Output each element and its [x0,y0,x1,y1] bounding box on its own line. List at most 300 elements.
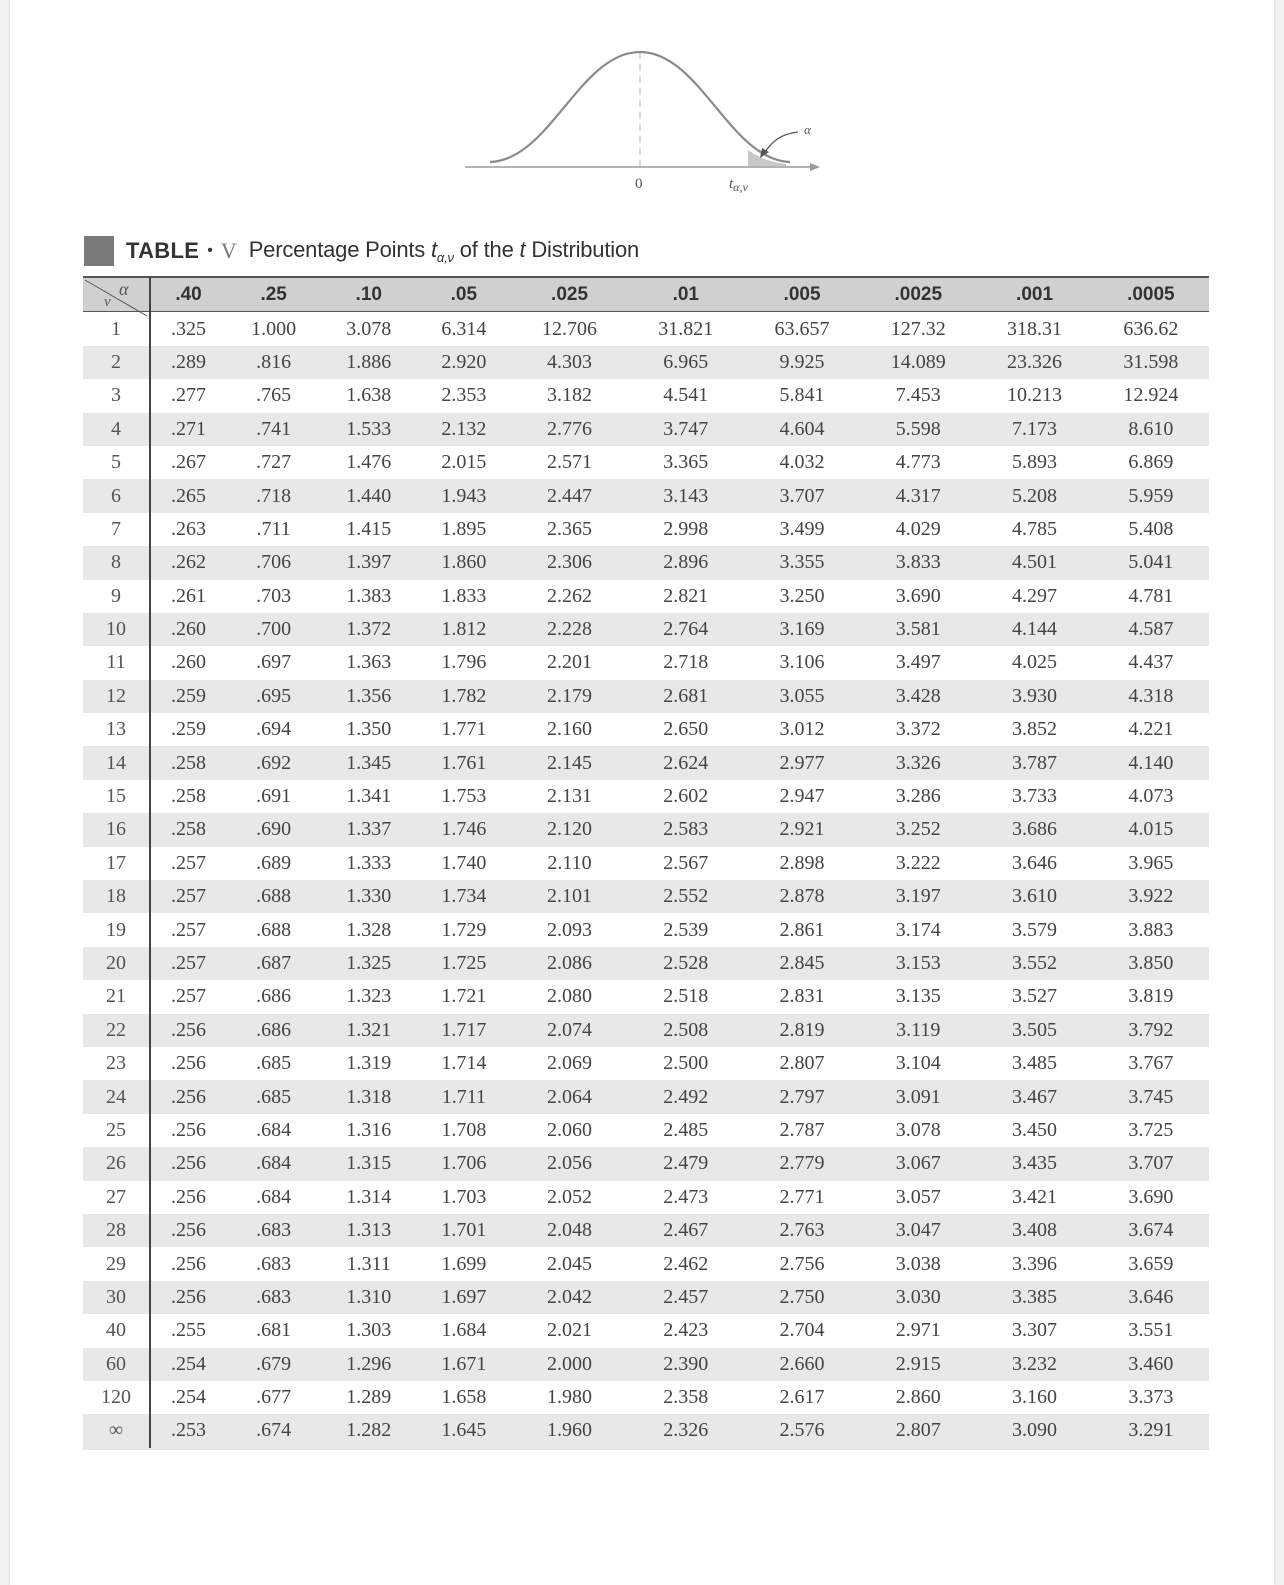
value-cell: .256 [150,1281,226,1314]
value-cell: 3.552 [976,947,1092,980]
value-cell: 4.140 [1093,746,1209,779]
value-cell: .683 [256,1252,292,1275]
value-cell: 2.681 [628,680,744,713]
value-cell: 3.160 [1012,1386,1058,1409]
table-row [83,479,1209,512]
x-axis-arrow [810,163,820,171]
value-cell: .690 [226,813,321,846]
table-row [83,713,1209,746]
value-cell: 8.610 [1093,413,1209,446]
value-cell: 3.030 [860,1281,976,1314]
value-cell: 1.658 [441,1386,487,1409]
value-cell: .256 [171,1118,207,1141]
value-cell: 2.056 [511,1147,627,1180]
value-cell: 2.462 [663,1252,709,1275]
value-cell: 1.311 [346,1252,391,1275]
table-row [83,1047,1209,1080]
column-header: .25 [226,277,321,312]
value-cell: 4.303 [511,346,627,379]
value-cell: 1.746 [416,813,511,846]
value-cell: 1.771 [441,718,487,741]
value-cell: 2.602 [663,785,709,808]
df-cell: 40 [83,1314,150,1347]
df-cell: 29 [83,1247,150,1280]
value-cell: 3.365 [663,451,709,474]
value-cell: 1.721 [441,985,487,1008]
value-cell: 2.160 [547,718,593,741]
value-cell: 2.920 [416,346,511,379]
value-cell: 3.460 [1093,1348,1209,1381]
value-cell: 3.497 [895,651,941,674]
value-cell: 2.064 [511,1080,627,1113]
value-cell: .256 [150,1014,226,1047]
value-cell: 3.372 [895,718,941,741]
value-cell: 4.144 [976,613,1092,646]
value-cell: 2.821 [663,584,709,607]
value-cell: 7.453 [895,384,941,407]
value-cell: 2.807 [779,1052,825,1075]
t-curve-diagram [460,30,840,210]
value-cell: .692 [226,746,321,779]
value-cell: .256 [150,1080,226,1113]
value-cell: 2.074 [511,1014,627,1047]
value-cell: 23.326 [976,346,1092,379]
value-cell: 3.435 [976,1147,1092,1180]
value-cell: 4.785 [1012,517,1058,540]
table-row [83,913,1209,946]
table-row [83,413,1209,446]
value-cell: .253 [150,1414,226,1448]
df-cell: 3 [83,379,150,412]
value-cell: 10.213 [1007,384,1063,407]
df-cell: 12 [83,680,150,713]
value-cell: .258 [150,813,226,846]
value-cell: 1.345 [321,746,416,779]
value-cell: 2.807 [860,1414,976,1448]
df-cell: 1 [83,312,150,346]
df-cell: 22 [83,1014,150,1047]
table-row [83,847,1209,880]
table-row [83,746,1209,779]
value-cell: .267 [171,451,207,474]
value-cell: 5.841 [779,384,825,407]
df-cell: 14 [83,746,150,779]
value-cell: .816 [226,346,321,379]
value-cell: .258 [171,785,207,808]
df-cell: 26 [83,1147,150,1180]
value-cell: 2.704 [779,1319,825,1342]
value-cell: 4.032 [779,451,825,474]
table-row [83,1114,1209,1147]
value-cell: 2.101 [511,880,627,913]
df-cell: 27 [83,1181,150,1214]
value-cell: 2.262 [547,584,593,607]
value-cell: 2.878 [744,880,860,913]
value-cell: 2.473 [663,1185,709,1208]
value-cell: 2.080 [547,985,593,1008]
value-cell: .718 [226,479,321,512]
t-distribution-table [83,276,1209,1450]
value-cell: 2.539 [663,918,709,941]
value-cell: 3.551 [1128,1319,1174,1342]
value-cell: 1.383 [346,584,392,607]
value-cell: 9.925 [744,346,860,379]
title-post: Distribution [525,237,640,262]
column-header: .05 [416,277,511,312]
value-cell: 127.32 [890,317,946,340]
title-mid: of the [453,237,520,262]
value-cell: 3.707 [1093,1147,1209,1180]
df-cell: 15 [83,780,150,813]
value-cell: .685 [226,1080,321,1113]
column-header: .005 [744,277,860,312]
value-cell: 2.921 [744,813,860,846]
table-row [83,346,1209,379]
value-cell: 1.350 [346,718,392,741]
value-cell: 1.303 [346,1319,392,1342]
value-cell: .256 [150,1214,226,1247]
value-cell: 4.073 [1128,785,1174,808]
value-cell: 2.132 [416,413,511,446]
value-cell: 3.106 [779,651,825,674]
value-cell: 2.069 [547,1052,593,1075]
value-cell: .683 [226,1214,321,1247]
value-cell: 4.587 [1093,613,1209,646]
value-cell: 2.998 [663,517,709,540]
value-cell: 3.850 [1093,947,1209,980]
value-cell: 4.317 [860,479,976,512]
value-cell: 2.898 [779,851,825,874]
table-row [83,1147,1209,1180]
value-cell: 2.423 [663,1319,709,1342]
table-row [83,980,1209,1013]
title-word: TABLE [126,238,200,263]
value-cell: 1.729 [441,918,487,941]
value-cell: 3.659 [1128,1252,1174,1275]
value-cell: 2.045 [547,1252,593,1275]
value-cell: 4.025 [1012,651,1058,674]
value-cell: 14.089 [860,346,976,379]
df-cell: 18 [83,880,150,913]
value-cell: 1.440 [321,479,416,512]
df-cell: 19 [83,913,150,946]
df-cell: 4 [83,413,150,446]
value-cell: 2.145 [511,746,627,779]
value-cell: 2.831 [779,985,825,1008]
value-cell: 1.321 [321,1014,416,1047]
value-cell: .265 [150,479,226,512]
value-cell: 2.567 [663,851,709,874]
value-cell: 4.501 [976,546,1092,579]
value-cell: .262 [150,546,226,579]
value-cell: 3.745 [1093,1080,1209,1113]
value-cell: 1.476 [346,451,392,474]
table-row [83,1247,1209,1280]
value-cell: .289 [150,346,226,379]
value-cell: 2.390 [628,1348,744,1381]
value-cell: .694 [256,718,292,741]
value-cell: 2.660 [744,1348,860,1381]
value-cell: 2.110 [547,851,592,874]
title-sub: α,ν [436,250,454,265]
value-cell: .684 [256,1185,292,1208]
title-bullet: • [207,242,213,259]
value-cell: 3.505 [976,1014,1092,1047]
value-cell: .765 [256,384,292,407]
value-cell: 3.707 [744,479,860,512]
value-cell: 1.703 [441,1185,487,1208]
value-cell: 1.980 [547,1386,593,1409]
value-cell: 1.697 [416,1281,511,1314]
value-cell: 3.307 [1012,1319,1058,1342]
df-cell: 21 [83,980,150,1013]
value-cell: 3.930 [976,680,1092,713]
value-cell: 2.571 [547,451,593,474]
table-row [83,1348,1209,1381]
value-cell: 4.297 [1012,584,1058,607]
value-cell: 3.355 [744,546,860,579]
value-cell: 318.31 [1007,317,1063,340]
value-cell: 3.252 [860,813,976,846]
value-cell: 2.015 [441,451,487,474]
value-cell: .684 [226,1147,321,1180]
value-cell: .258 [150,746,226,779]
df-cell: 20 [83,947,150,980]
page [10,0,1274,1585]
t-distribution-figure [460,30,840,210]
value-cell: 3.038 [895,1252,941,1275]
value-cell: 3.581 [860,613,976,646]
value-cell: 2.764 [628,613,744,646]
value-cell: 1.943 [416,479,511,512]
table-row [83,546,1209,579]
column-header: .0025 [860,277,976,312]
value-cell: .727 [256,451,292,474]
corner-header-cell [83,277,150,312]
value-cell: 2.447 [511,479,627,512]
value-cell: .683 [226,1281,321,1314]
value-cell: 12.706 [542,317,598,340]
value-cell: 2.947 [779,785,825,808]
value-cell: 2.552 [628,880,744,913]
table-row [83,1281,1209,1314]
value-cell: 1.415 [346,517,392,540]
value-cell: 1.315 [321,1147,416,1180]
value-cell: 3.646 [1093,1281,1209,1314]
value-cell: 1.734 [416,880,511,913]
value-cell: 3.467 [976,1080,1092,1113]
value-cell: 1.314 [346,1185,392,1208]
value-cell: 5.408 [1128,517,1174,540]
df-cell: 6 [83,479,150,512]
value-cell: 2.000 [511,1348,627,1381]
table-row [83,312,1209,346]
column-header: .10 [321,277,416,312]
value-cell: .256 [171,1252,207,1275]
value-cell: 3.057 [895,1185,941,1208]
value-cell: 3.747 [628,413,744,446]
value-cell: 1.740 [441,851,487,874]
df-cell: 60 [83,1348,150,1381]
table-row [83,880,1209,913]
title-t2: t [519,237,526,262]
value-cell: 4.015 [1093,813,1209,846]
value-cell: 1.397 [321,546,416,579]
value-cell: .703 [256,584,292,607]
value-cell: 1.333 [346,851,392,874]
df-cell: 120 [83,1381,150,1414]
value-cell: 2.479 [628,1147,744,1180]
value-cell: .697 [256,651,292,674]
table-row [83,1014,1209,1047]
table-row [83,780,1209,813]
value-cell: 3.047 [860,1214,976,1247]
value-cell: 3.579 [1012,918,1058,941]
value-cell: 636.62 [1123,317,1179,340]
value-cell: 1.533 [321,413,416,446]
table-row [83,1381,1209,1414]
value-cell: 2.718 [663,651,709,674]
value-cell: 3.373 [1128,1386,1174,1409]
value-cell: .259 [171,718,207,741]
value-cell: .685 [256,1052,292,1075]
value-cell: 2.518 [663,985,709,1008]
table-row [83,513,1209,546]
value-cell: 3.153 [860,947,976,980]
value-cell: 3.286 [895,785,941,808]
column-header: .001 [976,277,1092,312]
value-cell: 3.725 [1128,1118,1174,1141]
value-cell: 3.421 [1012,1185,1058,1208]
value-cell: 1.363 [346,651,392,674]
table-row [83,580,1209,613]
value-cell: 12.924 [1123,384,1179,407]
value-cell: 2.201 [547,651,593,674]
value-cell: 3.182 [547,384,593,407]
value-cell: 2.042 [511,1281,627,1314]
df-cell: ∞ [83,1414,150,1448]
value-cell: 1.289 [346,1386,392,1409]
alpha-label: α [804,122,811,137]
table-row [83,1214,1209,1247]
value-cell: 4.318 [1093,680,1209,713]
value-cell: 3.078 [346,317,392,340]
value-cell: 1.671 [416,1348,511,1381]
value-cell: 3.450 [1012,1118,1058,1141]
value-cell: 3.012 [779,718,825,741]
value-cell: 2.583 [628,813,744,846]
value-cell: .325 [171,317,207,340]
table-row [83,813,1209,846]
value-cell: 1.699 [441,1252,487,1275]
value-cell: 1.796 [441,651,487,674]
value-cell: 3.852 [1012,718,1058,741]
value-cell: 2.779 [744,1147,860,1180]
value-cell: 1.725 [416,947,511,980]
value-cell: 6.869 [1128,451,1174,474]
value-cell: 1.886 [321,346,416,379]
title-text [249,237,639,265]
value-cell: 1.860 [416,546,511,579]
value-cell: 3.819 [1128,985,1174,1008]
value-cell: 2.508 [628,1014,744,1047]
value-cell: 2.500 [663,1052,709,1075]
df-cell: 25 [83,1114,150,1147]
value-cell: 2.756 [779,1252,825,1275]
value-cell: .254 [150,1348,226,1381]
df-cell: 11 [83,646,150,679]
t-alpha-nu-label [729,176,748,194]
value-cell: 2.228 [511,613,627,646]
value-cell: 1.318 [321,1080,416,1113]
value-cell: 4.781 [1128,584,1174,607]
df-cell: 9 [83,580,150,613]
df-cell: 28 [83,1214,150,1247]
value-cell: 2.771 [779,1185,825,1208]
value-cell: 1.638 [346,384,392,407]
value-cell: 2.052 [547,1185,593,1208]
value-cell: 2.845 [744,947,860,980]
value-cell: 3.232 [976,1348,1092,1381]
value-cell: 3.686 [976,813,1092,846]
df-cell: 5 [83,446,150,479]
value-cell: 3.291 [1093,1414,1209,1448]
value-cell: 1.761 [416,746,511,779]
column-header: .40 [150,277,226,312]
value-cell: 1.296 [321,1348,416,1381]
value-cell: 3.385 [976,1281,1092,1314]
value-cell: 3.078 [895,1118,941,1141]
table-row [83,1314,1209,1347]
value-cell: 31.821 [658,317,714,340]
value-cell: .686 [226,1014,321,1047]
value-cell: .688 [256,918,292,941]
value-cell: 1.325 [321,947,416,980]
value-cell: 2.776 [511,413,627,446]
value-cell: 3.767 [1128,1052,1174,1075]
value-cell: .263 [171,517,207,540]
table-row [83,446,1209,479]
df-cell: 7 [83,513,150,546]
value-cell: 1.316 [346,1118,392,1141]
value-cell: .257 [171,985,207,1008]
value-cell: 5.041 [1093,546,1209,579]
value-cell: 3.119 [860,1014,976,1047]
value-cell: 1.328 [346,918,392,941]
value-cell: 2.358 [663,1386,709,1409]
value-cell: 1.960 [511,1414,627,1448]
value-cell: .684 [256,1118,292,1141]
value-cell: .256 [150,1147,226,1180]
value-cell: .257 [150,880,226,913]
value-cell: 4.604 [744,413,860,446]
value-cell: .711 [256,517,291,540]
t-label-main: t [729,176,734,192]
value-cell: 3.250 [779,584,825,607]
df-cell: 10 [83,613,150,646]
value-cell: .691 [256,785,292,808]
value-cell: 2.326 [628,1414,744,1448]
value-cell: 5.208 [976,479,1092,512]
value-cell: 3.965 [1128,851,1174,874]
value-cell: 1.753 [441,785,487,808]
table-row [83,947,1209,980]
value-cell: 3.135 [895,985,941,1008]
value-cell: 1.372 [321,613,416,646]
value-cell: 2.528 [628,947,744,980]
value-cell: 5.598 [860,413,976,446]
value-cell: .674 [226,1414,321,1448]
